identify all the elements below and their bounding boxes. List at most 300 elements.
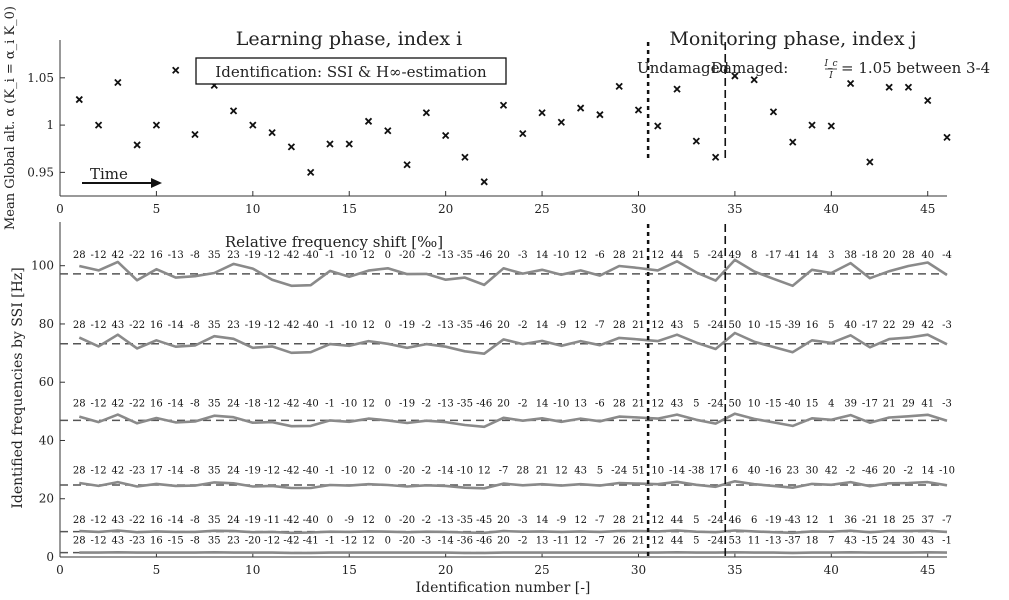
alpha-point [751,77,757,83]
bottom-x-tick-label: 25 [534,563,550,577]
frequency-shift-label: -13 [167,250,184,262]
frequency-shift-label: 14 [535,515,549,527]
frequency-shift-label: -10 [341,398,358,410]
frequency-shift-label: 28 [72,250,86,262]
frequency-shift-label: 21 [632,515,645,527]
frequency-shift-label: -24 [707,515,724,527]
alpha-point [327,141,333,147]
frequency-shift-label: 49 [728,250,742,262]
frequency-shift-label: 12 [362,250,375,262]
frequency-shift-label: -19 [399,398,416,410]
frequency-shift-label: -2 [517,535,528,547]
frequency-shift-label: 16 [150,398,163,410]
alpha-point [134,142,140,148]
frequency-shift-label: 28 [516,465,530,477]
frequency-shift-label: 28 [72,398,86,410]
frequency-shift-label: -22 [129,515,146,527]
frequency-shift-label: 37 [921,515,935,527]
frequency-shift-label: -3 [942,319,952,331]
frequency-shift-label: -1 [325,535,335,547]
frequency-shift-label: 12 [362,465,375,477]
alpha-point [790,139,796,145]
frequency-shift-label: -7 [595,515,605,527]
frequency-shift-label: -20 [399,515,416,527]
frequency-shift-label: -42 [283,515,300,527]
frequency-shift-label: -23 [129,535,146,547]
frequency-shift-label: 28 [72,535,86,547]
frequency-shift-label: -22 [129,250,146,262]
frequency-shift-label: -12 [264,250,281,262]
frequency-shift-label: 43 [670,319,684,331]
bottom-y-tick-label: 60 [38,375,54,390]
frequency-shift-label: -10 [456,465,473,477]
frequency-shift-label: -37 [784,535,801,547]
alpha-point [250,122,256,128]
frequency-shift-label: 13 [535,535,549,547]
alpha-point [443,132,449,138]
frequency-shift-label: 5 [596,465,604,477]
frequency-shift-label: 28 [72,515,86,527]
frequency-shift-label: 3 [828,250,835,262]
top-x-tick-label: 20 [438,202,454,216]
frequency-shift-label: 28 [902,250,915,262]
frequency-shift-label: 4 [828,398,835,410]
alpha-point [578,105,584,111]
frequency-shift-label: -10 [341,465,358,477]
frequency-shift-label: -11 [264,515,281,527]
frequency-shift-label: 42 [824,465,838,477]
frequency-shift-label: 29 [902,319,915,331]
frequency-shift-label: 12 [651,398,665,410]
alpha-point [597,112,603,118]
frequency-shift-label: 13 [574,398,587,410]
frequency-shift-label: -9 [344,515,355,527]
alpha-point [76,97,82,103]
alpha-point [558,119,564,125]
frequency-shift-label: 36 [844,515,857,527]
frequency-shift-label: 14 [535,398,549,410]
frequency-shift-label: -14 [167,465,184,477]
frequency-shift-label: -23 [129,465,146,477]
alpha-point [115,80,121,86]
alpha-point [288,144,294,150]
bottom-x-tick-label: 5 [152,563,161,577]
frequency-shift-label: 23 [227,319,240,331]
frequency-shift-label: -46 [476,398,493,410]
frequency-shift-label: -2 [421,250,432,262]
frequency-shift-label: -10 [553,250,570,262]
bottom-x-tick-label: 20 [438,563,454,577]
frequency-shift-label: 21 [632,250,645,262]
frequency-shift-label: 16 [150,535,163,547]
frequency-shift-label: -24 [707,319,724,331]
frequency-shift-label: 16 [150,250,163,262]
frequency-shift-label: -22 [129,319,146,331]
frequency-shift-label: -3 [421,535,432,547]
frequency-shift-label: -24 [707,250,724,262]
frequency-shift-label: -11 [553,535,570,547]
frequency-shift-label: 40 [844,319,857,331]
frequency-shift-label: 18 [882,515,896,527]
frequency-shift-label: 11 [747,535,761,547]
frequency-shift-label: -19 [765,515,782,527]
frequency-shift-label: 10 [747,398,761,410]
frequency-shift-label: -21 [861,515,878,527]
frequency-shift-label: 12 [651,319,665,331]
frequency-shift-label: -35 [456,319,473,331]
frequency-shift-label: 7 [828,535,835,547]
frequency-shift-label: -40 [302,398,319,410]
frequency-shift-label: -40 [784,398,801,410]
frequency-shift-label: 12 [554,465,568,477]
alpha-point [404,162,410,168]
bottom-y-tick-label: 100 [31,258,54,273]
frequency-shift-label: 14 [535,319,549,331]
frequency-shift-label: 35 [207,398,221,410]
frequency-shift-label: 24 [227,465,240,477]
frequency-shift-label: -42 [283,535,300,547]
frequency-shift-label: 23 [786,465,800,477]
frequency-shift-label: 0 [384,535,391,547]
bottom-x-tick-label: 10 [245,563,261,577]
frequency-shift-label: -42 [283,465,300,477]
frequency-shift-label: 42 [111,465,125,477]
frequency-shift-label: -42 [283,319,300,331]
frequency-shift-label: 43 [844,535,857,547]
top-x-tick-label: 25 [534,202,550,216]
top-y-tick-label: 1.05 [27,70,54,85]
frequency-shift-label: -24 [611,465,628,477]
frequency-shift-label: -12 [264,465,281,477]
frequency-shift-label: 21 [535,465,549,477]
frequency-shift-label: 5 [693,515,700,527]
frequency-shift-label: 21 [632,319,645,331]
alpha-point [809,122,815,128]
frequency-shift-label: -39 [784,319,801,331]
frequency-shift-label: 6 [750,515,758,527]
frequency-shift-label: 12 [362,319,375,331]
frequency-shift-label: 12 [362,515,375,527]
frequency-shift-label: -12 [90,319,107,331]
bottom-x-tick-label: 35 [727,563,743,577]
frequency-shift-label: 17 [709,465,722,477]
damaged-label: Damaged: [711,59,789,77]
frequency-shift-label: 12 [477,465,491,477]
frequency-shift-label: -19 [244,250,261,262]
frequency-shift-label: 28 [72,319,86,331]
alpha-point [520,131,526,137]
frequency-shift-label: 24 [227,515,240,527]
bottom-y-tick-label: 20 [38,491,54,506]
alpha-point [192,132,198,138]
frequency-shift-label: -2 [517,319,528,331]
frequency-shift-label: 10 [747,319,761,331]
frequency-shift-label: -40 [302,319,319,331]
fraction-numerator: I_c [824,59,838,69]
alpha-point [308,169,314,175]
frequency-shift-label: 12 [574,535,587,547]
frequency-shift-label: 5 [693,535,700,547]
top-y-tick-label: 0.95 [27,165,54,180]
frequency-shift-label: 25 [902,515,915,527]
frequency-shift-label: 50 [728,398,742,410]
frequency-shift-label: -14 [167,319,184,331]
frequency-shift-label: -1 [325,250,335,262]
frequency-shift-label: 44 [670,535,684,547]
frequency-shift-label: 8 [750,250,758,262]
frequency-shift-label: -41 [784,250,801,262]
frequency-shift-label: 16 [150,515,163,527]
frequency-shift-label: -12 [264,535,281,547]
frequency-shift-label: -15 [765,398,782,410]
bottom-x-tick-label: 30 [630,563,647,577]
frequency-series-line [79,552,947,553]
frequency-shift-label: 12 [574,515,587,527]
frequency-shift-label: -2 [421,398,432,410]
frequency-shift-label: -14 [437,465,454,477]
frequency-shift-label: 35 [207,250,221,262]
frequency-shift-label: -15 [765,319,782,331]
frequency-shift-label: -42 [283,398,300,410]
frequency-shift-label: -46 [476,319,493,331]
frequency-shift-label: -16 [765,465,782,477]
frequency-shift-label: 20 [497,398,510,410]
frequency-shift-label: -20 [399,465,416,477]
frequency-shift-label: 28 [72,465,86,477]
frequency-shift-label: -6 [595,398,605,410]
frequency-shift-label: 0 [326,515,334,527]
frequency-shift-label: -43 [784,515,801,527]
frequency-shift-label: -12 [264,319,281,331]
frequency-shift-label: -19 [244,515,261,527]
frequency-shift-label: -2 [845,465,856,477]
frequency-shift-label: 18 [805,535,819,547]
frequency-shift-label: -12 [90,515,107,527]
frequency-shift-label: 12 [651,535,665,547]
top-y-axis-label: Mean Global alt. α (K_i = α_i K_0) [3,5,18,231]
alpha-point [231,108,237,114]
top-x-tick-label: 45 [920,202,936,216]
frequency-shift-label: -9 [556,515,567,527]
frequency-shift-label: 43 [574,465,587,477]
frequency-shift-label: -2 [421,515,432,527]
frequency-shift-label: -12 [90,250,107,262]
alpha-point [269,130,275,136]
frequency-shift-label: 0 [384,465,391,477]
frequency-shift-label: 35 [207,319,221,331]
frequency-shift-label: 35 [207,515,221,527]
alpha-point [635,107,641,113]
frequency-shift-label: -35 [456,250,473,262]
frequency-shift-label: 20 [497,250,510,262]
monitoring-phase-title: Monitoring phase, index j [669,28,917,50]
frequency-shift-label: 20 [497,515,510,527]
frequency-shift-label: 20 [497,319,510,331]
alpha-point [346,141,352,147]
frequency-shift-label: -14 [167,398,184,410]
frequency-shift-label: 15 [805,398,819,410]
relative-shift-title: Relative frequency shift [‰] [224,233,444,251]
frequency-shift-label: 43 [111,515,125,527]
frequency-shift-label: -8 [190,319,200,331]
frequency-shift-label: -19 [399,319,416,331]
frequency-shift-label: 53 [728,535,742,547]
bottom-y-axis-label: Identified frequencies by SSI [Hz] [10,267,26,509]
frequency-shift-label: -14 [167,515,184,527]
frequency-shift-label: 41 [921,398,935,410]
alpha-point [366,118,372,124]
frequency-shift-label: 10 [651,465,665,477]
frequency-shift-label: 5 [693,250,700,262]
alpha-point [481,179,487,185]
frequency-shift-label: -42 [283,250,300,262]
frequency-shift-label: 12 [574,319,587,331]
frequency-shift-label: -40 [302,465,319,477]
frequency-shift-label: -3 [517,515,528,527]
alpha-point [173,67,179,73]
bottom-x-tick-label: 40 [823,563,839,577]
bottom-y-tick-label: 40 [38,433,54,448]
frequency-shift-label: -2 [517,398,528,410]
frequency-shift-label: -10 [341,250,358,262]
frequency-shift-label: 21 [632,398,645,410]
frequency-shift-label: -22 [129,398,146,410]
frequency-series-line [79,260,947,286]
frequency-shift-label: -19 [244,319,261,331]
frequency-shift-label: -18 [861,250,878,262]
frequency-shift-label: 30 [805,465,819,477]
alpha-point [770,109,776,115]
undamaged-label: Undamaged [637,59,730,77]
bottom-y-tick-label: 0 [46,550,54,564]
damaged-suffix: = 1.05 between 3-4 [841,59,991,77]
alpha-point [655,123,661,129]
frequency-shift-label: -35 [456,398,473,410]
frequency-shift-label: -6 [595,250,605,262]
frequency-shift-label: 44 [670,250,684,262]
frequency-shift-label: -1 [325,398,335,410]
frequency-shift-label: 28 [612,515,626,527]
frequency-shift-label: -10 [553,398,570,410]
frequency-shift-label: -17 [861,398,878,410]
frequency-shift-label: 0 [384,515,391,527]
frequency-shift-label: 43 [670,398,684,410]
frequency-shift-label: 43 [111,319,125,331]
frequency-shift-label: -1 [325,319,335,331]
frequency-shift-label: -41 [302,535,319,547]
top-y-tick-label: 1 [46,118,54,133]
alpha-point [462,154,468,160]
frequency-shift-label: 14 [805,250,819,262]
frequency-shift-label: 29 [902,398,915,410]
frequency-shift-label: 6 [731,465,739,477]
frequency-shift-label: -10 [938,465,956,477]
frequency-shift-label: -8 [190,515,200,527]
top-x-tick-label: 10 [245,202,261,216]
frequency-shift-label: -45 [476,515,493,527]
frequency-shift-label: 51 [632,465,645,477]
frequency-shift-label: -7 [595,319,605,331]
frequency-shift-label: -8 [190,535,200,547]
frequency-shift-label: -18 [244,398,261,410]
frequency-shift-label: 42 [921,319,935,331]
frequency-shift-label: -35 [456,515,473,527]
bottom-x-tick-label: 45 [920,563,936,577]
frequency-shift-label: -40 [302,515,319,527]
identification-label: Identification: SSI & H∞-estimation [215,63,487,81]
frequency-shift-label: 43 [921,535,935,547]
frequency-shift-label: 24 [882,535,896,547]
frequency-shift-label: -12 [264,398,281,410]
frequency-shift-label: 28 [612,398,626,410]
frequency-shift-label: 21 [632,535,645,547]
frequency-shift-label: -24 [707,398,724,410]
frequency-shift-label: 0 [384,319,391,331]
frequency-shift-label: -13 [437,319,454,331]
time-arrow-head [151,178,162,188]
frequency-shift-label: -13 [437,515,454,527]
frequency-shift-label: 12 [362,535,375,547]
frequency-series-line [79,531,947,533]
frequency-shift-label: -10 [341,319,358,331]
frequency-shift-label: 28 [612,319,626,331]
frequency-shift-label: 35 [207,535,221,547]
frequency-shift-label: 16 [805,319,819,331]
frequency-shift-label: -3 [517,250,528,262]
frequency-shift-label: 23 [227,250,240,262]
frequency-shift-label: -13 [437,398,454,410]
frequency-shift-label: -7 [498,465,509,477]
frequency-shift-label: 5 [693,319,700,331]
alpha-point [539,110,545,116]
frequency-shift-label: -1 [325,465,335,477]
frequency-shift-label: -12 [90,398,107,410]
frequency-shift-label: -8 [190,398,200,410]
frequency-shift-label: 16 [150,319,163,331]
alpha-point [423,110,429,116]
frequency-shift-label: -8 [190,250,200,262]
frequency-shift-label: -3 [942,398,952,410]
frequency-shift-label: -12 [90,535,107,547]
alpha-point [385,128,391,134]
frequency-shift-label: 12 [651,515,665,527]
frequency-shift-label: -13 [437,250,454,262]
frequency-shift-label: -14 [437,535,454,547]
frequency-shift-label: -46 [861,465,878,477]
frequency-shift-label: 26 [612,535,626,547]
alpha-point [674,86,680,92]
frequency-panel [10,222,955,596]
frequency-shift-label: -46 [476,535,493,547]
bottom-x-axis-label: Identification number [-] [415,580,591,596]
frequency-shift-label: 40 [747,465,761,477]
frequency-shift-label: 12 [574,250,587,262]
alpha-point [867,159,873,165]
frequency-shift-label: -7 [942,515,952,527]
frequency-shift-label: 24 [227,398,240,410]
frequency-shift-label: 39 [844,398,857,410]
frequency-shift-label: 43 [111,535,125,547]
frequency-shift-label: -24 [707,535,724,547]
alpha-point [96,122,102,128]
frequency-shift-label: 12 [651,250,665,262]
frequency-shift-label: -20 [399,250,416,262]
frequency-shift-label: 12 [362,398,375,410]
frequency-shift-label: 23 [227,535,240,547]
alpha-point [944,134,950,140]
alpha-point [616,83,622,89]
frequency-shift-label: -15 [167,535,184,547]
